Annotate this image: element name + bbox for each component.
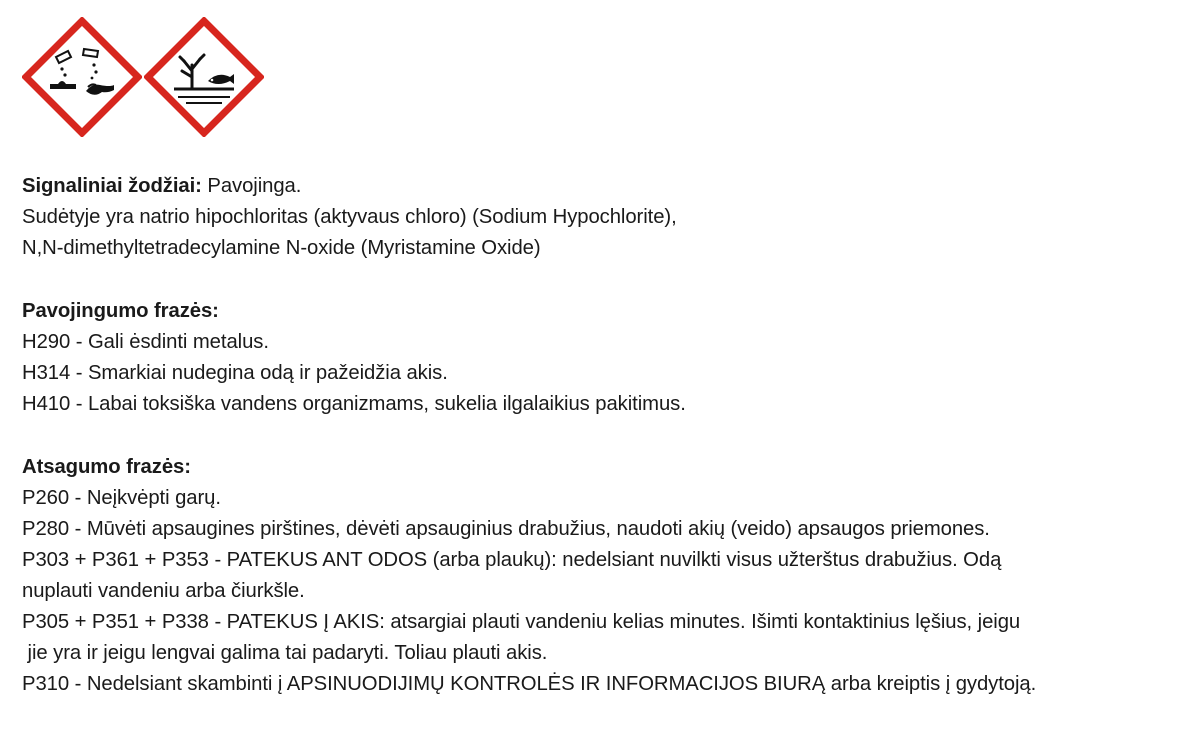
ghs-pictograms (22, 17, 264, 139)
hazard-statement-h410: H410 - Labai toksiška vandens organizmams, sukelia ilgalaikius pakitimus. (22, 393, 686, 415)
spacer (22, 264, 1182, 296)
precaution-statement-p305: P305 + P351 + P338 - PATEKUS Į AKIS: atsargiai plauti vandeniu kelias minutes. Išimti kontaktinius lęšius, jeigu (22, 611, 1021, 633)
ghs09-environment-icon (144, 17, 264, 137)
composition-line-2: N,N-dimethyltetradecylamine N-oxide (Myristamine Oxide) (22, 237, 541, 259)
precaution-statement-p260: P260 - Neįkvėpti garų. (22, 487, 221, 509)
precaution-statement-p305-cont: jie yra ir jeigu lengvai galima tai padaryti. Toliau plauti akis. (22, 642, 548, 664)
composition-line-1: Sudėtyje yra natrio hipochloritas (aktyvaus chloro) (Sodium Hypochlorite), (22, 206, 677, 228)
precaution-heading: Atsagumo frazės: (22, 456, 191, 478)
precaution-statement-p310: P310 - Nedelsiant skambinti į APSINUODIJIMŲ KONTROLĖS IR INFORMACIJOS BIURĄ arba kreiptis į gydytoją. (22, 673, 1037, 695)
label-text-block (22, 171, 1182, 700)
hazard-statement-h290: H290 - Gali ėsdinti metalus. (22, 331, 269, 353)
spacer (22, 420, 1182, 452)
ghs05-corrosion-icon (22, 17, 142, 137)
signal-word-value: Pavojinga. (201, 175, 302, 197)
precaution-statement-p280: P280 - Mūvėti apsaugines pirštines, dėvėti apsauginius drabužius, naudoti akių (veido) apsaugos priemones. (22, 518, 990, 540)
signal-word-label: Signaliniai žodžiai: (22, 175, 202, 197)
signal-word-line (22, 171, 1182, 202)
precaution-statement-p303-cont: nuplauti vandeniu arba čiurkšle. (22, 580, 305, 602)
precaution-statement-p303: P303 + P361 + P353 - PATEKUS ANT ODOS (arba plaukų): nedelsiant nuvilkti visus užterštus drabužius. Odą (22, 549, 1002, 571)
hazard-statement-h314: H314 - Smarkiai nudegina odą ir pažeidžia akis. (22, 362, 448, 384)
hazard-heading: Pavojingumo frazės: (22, 300, 219, 322)
